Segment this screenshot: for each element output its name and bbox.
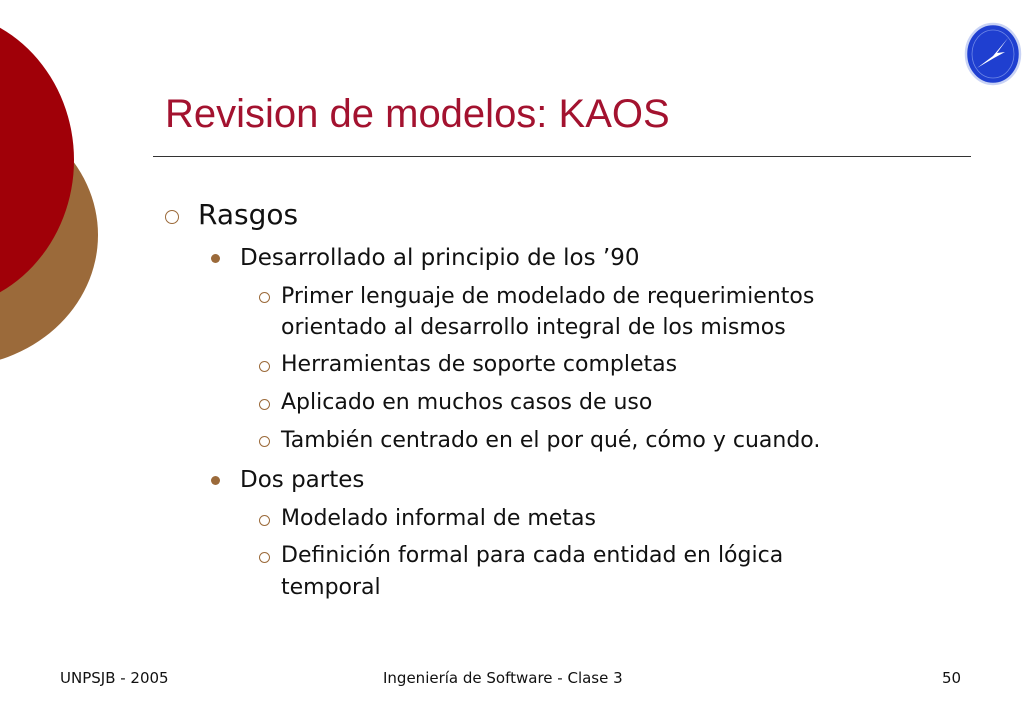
hollow-circle-bullet-icon bbox=[259, 361, 270, 372]
bullet-herramientas: Herramientas de soporte completas bbox=[281, 352, 678, 377]
hollow-circle-bullet-icon bbox=[259, 436, 270, 447]
hollow-circle-bullet-icon bbox=[259, 399, 270, 410]
bullet-definicion-line2: temporal bbox=[281, 575, 381, 600]
footer-left: UNPSJB - 2005 bbox=[60, 669, 169, 687]
slide-title: Revision de modelos: KAOS bbox=[165, 92, 670, 136]
footer-center: Ingeniería de Software - Clase 3 bbox=[383, 669, 623, 687]
bullet-primer-lenguaje-line2: orientado al desarrollo integral de los mismos bbox=[281, 315, 786, 340]
bullet-desarrollado: Desarrollado al principio de los ’90 bbox=[240, 245, 640, 271]
bullet-aplicado: Aplicado en muchos casos de uso bbox=[281, 390, 653, 415]
hollow-circle-bullet-icon bbox=[259, 552, 270, 563]
bullet-primer-lenguaje-line1: Primer lenguaje de modelado de requerimientos bbox=[281, 284, 815, 309]
decorative-circles bbox=[0, 0, 110, 380]
filled-circle-bullet-icon bbox=[211, 476, 220, 485]
bullet-tambien: También centrado en el por qué, cómo y cuando. bbox=[281, 428, 821, 453]
footer-page-number: 50 bbox=[942, 669, 962, 687]
filled-circle-bullet-icon bbox=[211, 254, 220, 263]
university-seal-bird-icon bbox=[964, 22, 1023, 86]
bullet-rasgos: Rasgos bbox=[198, 198, 299, 231]
hollow-circle-bullet-icon bbox=[259, 515, 270, 526]
bullet-dos-partes: Dos partes bbox=[240, 467, 365, 493]
hollow-circle-bullet-icon bbox=[259, 292, 270, 303]
title-divider bbox=[153, 156, 971, 157]
hollow-circle-bullet-icon bbox=[165, 210, 179, 224]
bullet-modelado-informal: Modelado informal de metas bbox=[281, 506, 596, 531]
bullet-definicion-line1: Definición formal para cada entidad en lógica bbox=[281, 543, 784, 568]
